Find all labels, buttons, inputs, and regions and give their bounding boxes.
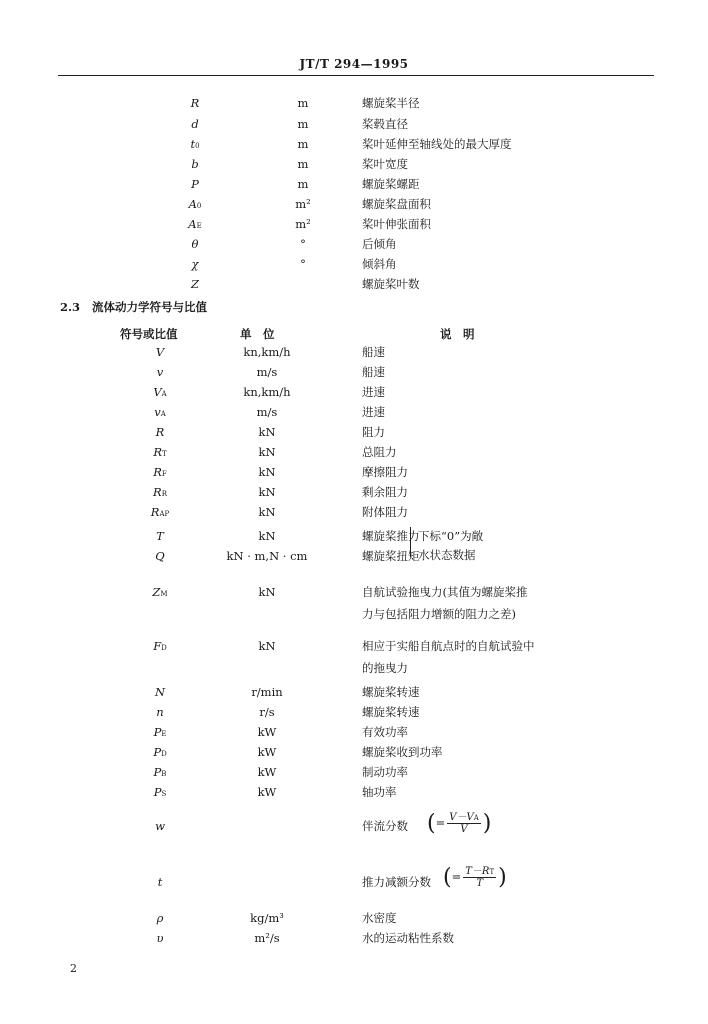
symbol-subscript: E bbox=[196, 222, 202, 230]
row-description-cont: 力与包括阻力增额的阻力之差) bbox=[362, 607, 516, 621]
row-unit: kN bbox=[258, 585, 276, 599]
row-unit: ° bbox=[300, 257, 306, 271]
numerator: V－V bbox=[449, 812, 474, 823]
formula-thrust-deduction bbox=[443, 866, 507, 889]
header-rule bbox=[58, 75, 654, 76]
row-symbol bbox=[125, 486, 195, 499]
row-symbol bbox=[125, 640, 195, 653]
row-description: 相应于实船自航点时的自航试验中 bbox=[362, 639, 535, 653]
symbol-base: P bbox=[153, 725, 162, 739]
row-unit: kW bbox=[257, 745, 277, 759]
page-number: 2 bbox=[70, 962, 77, 975]
symbol-subscript: D bbox=[161, 644, 167, 652]
symbol-base: R bbox=[190, 96, 200, 110]
row-symbol bbox=[160, 258, 230, 271]
left-paren: ( bbox=[443, 864, 452, 890]
brace-note-line2: 水状态数据 bbox=[418, 548, 476, 562]
row-unit: m²/s bbox=[254, 931, 280, 945]
symbol-subscript: A bbox=[161, 390, 167, 398]
row-symbol bbox=[125, 506, 195, 519]
row-symbol bbox=[160, 178, 230, 191]
row-symbol bbox=[125, 586, 195, 599]
symbol-base: θ bbox=[191, 237, 199, 251]
symbol-base: w bbox=[155, 819, 165, 833]
right-paren: ) bbox=[498, 864, 507, 890]
row-unit: r/min bbox=[251, 685, 283, 699]
row-unit: m bbox=[297, 177, 309, 191]
row-unit: kW bbox=[257, 725, 277, 739]
symbol-base: P bbox=[153, 745, 162, 759]
row-unit: kN · m,N · cm bbox=[226, 549, 308, 563]
row-description: 后倾角 bbox=[362, 237, 397, 251]
symbol-base: V bbox=[155, 345, 165, 359]
symbol-subscript: E bbox=[161, 730, 167, 738]
symbol-base: Q bbox=[155, 549, 165, 563]
section-number: 2.3 bbox=[60, 300, 81, 314]
row-symbol bbox=[125, 746, 195, 759]
left-paren: ( bbox=[427, 810, 436, 836]
row-description: 桨叶宽度 bbox=[362, 157, 408, 171]
row-unit: kn,km/h bbox=[243, 345, 291, 359]
row-unit: kN bbox=[258, 445, 276, 459]
row-symbol bbox=[125, 912, 195, 925]
row-symbol bbox=[160, 138, 230, 151]
symbol-base: R bbox=[150, 505, 160, 519]
row-symbol bbox=[125, 386, 195, 399]
numerator-sub: A bbox=[473, 814, 479, 822]
symbol-base: P bbox=[153, 765, 162, 779]
row-symbol bbox=[125, 406, 195, 419]
row-symbol bbox=[125, 766, 195, 779]
row-unit: ° bbox=[300, 237, 306, 251]
symbol-subscript: R bbox=[161, 490, 167, 498]
symbol-base: b bbox=[191, 157, 199, 171]
row-description: 螺旋桨盘面积 bbox=[362, 197, 431, 211]
row-description: 阻力 bbox=[362, 425, 385, 439]
row-description: 螺旋桨转速 bbox=[362, 685, 420, 699]
row-symbol bbox=[125, 820, 195, 833]
symbol-base: N bbox=[154, 685, 166, 699]
row-unit: m² bbox=[295, 217, 311, 231]
page-header: JT/T 294—1995 bbox=[299, 57, 409, 71]
row-description: 附体阻力 bbox=[362, 505, 408, 519]
column-header-description: 说 明 bbox=[440, 327, 475, 341]
fraction bbox=[463, 866, 496, 889]
row-unit: kg/m³ bbox=[250, 911, 284, 925]
formula-eq: = bbox=[451, 869, 462, 884]
row-description: 自航试验拖曳力(其值为螺旋桨推 bbox=[362, 585, 528, 599]
symbol-base: R bbox=[153, 445, 162, 459]
numerator-sub: T bbox=[489, 868, 495, 876]
brace-note-line1: 下标“0”为敞 bbox=[418, 529, 484, 543]
denominator: V bbox=[460, 824, 468, 835]
formula-eq: = bbox=[435, 815, 446, 830]
symbol-subscript: S bbox=[161, 790, 167, 798]
row-description: 螺旋桨转速 bbox=[362, 705, 420, 719]
row-unit: kN bbox=[258, 485, 276, 499]
symbol-base: F bbox=[153, 639, 162, 653]
symbol-subscript: M bbox=[160, 590, 168, 598]
symbol-base: χ bbox=[191, 257, 199, 271]
row-description: 伴流分数 bbox=[362, 819, 408, 833]
row-symbol bbox=[160, 158, 230, 171]
symbol-subscript: D bbox=[161, 750, 167, 758]
symbol-base: R bbox=[153, 465, 162, 479]
row-description: 摩擦阻力 bbox=[362, 465, 408, 479]
row-symbol bbox=[160, 238, 230, 251]
row-symbol bbox=[125, 366, 195, 379]
row-description: 螺旋桨叶数 bbox=[362, 277, 420, 291]
numerator: T－R bbox=[465, 866, 490, 877]
row-description: 水密度 bbox=[362, 911, 397, 925]
row-symbol bbox=[125, 686, 195, 699]
row-description: 水的运动粘性系数 bbox=[362, 931, 454, 945]
row-unit: kN bbox=[258, 465, 276, 479]
symbol-subscript: F bbox=[161, 470, 167, 478]
row-unit: r/s bbox=[259, 705, 275, 719]
symbol-subscript: B bbox=[161, 770, 167, 778]
row-symbol bbox=[125, 466, 195, 479]
row-unit: kN bbox=[258, 425, 276, 439]
symbol-subscript: T bbox=[162, 450, 167, 458]
row-description: 螺旋桨半径 bbox=[362, 96, 420, 110]
row-description: 船速 bbox=[362, 345, 385, 359]
row-unit: m bbox=[297, 157, 309, 171]
symbol-subscript: 0 bbox=[195, 142, 200, 150]
symbol-base: P bbox=[191, 177, 199, 191]
row-description: 船速 bbox=[362, 365, 385, 379]
symbol-subscript: 0 bbox=[196, 202, 202, 210]
symbol-base: v bbox=[156, 365, 164, 379]
row-symbol bbox=[125, 426, 195, 439]
row-description: 桨叶伸张面积 bbox=[362, 217, 431, 231]
row-symbol bbox=[160, 278, 230, 291]
symbol-base: R bbox=[153, 485, 162, 499]
row-unit: m/s bbox=[256, 365, 278, 379]
column-header-unit: 单 位 bbox=[240, 327, 275, 341]
column-header-symbol: 符号或比值 bbox=[120, 327, 178, 341]
symbol-base: P bbox=[153, 785, 162, 799]
symbol-base: v bbox=[154, 405, 161, 419]
symbol-subscript: AP bbox=[159, 510, 170, 518]
section-heading bbox=[60, 299, 207, 315]
row-description: 倾斜角 bbox=[362, 257, 397, 271]
symbol-base: n bbox=[156, 705, 164, 719]
row-description: 螺旋桨收到功率 bbox=[362, 745, 443, 759]
row-description-cont: 的拖曳力 bbox=[362, 661, 408, 675]
row-symbol bbox=[160, 218, 230, 231]
symbol-base: A bbox=[188, 197, 197, 211]
row-unit: kN bbox=[258, 639, 276, 653]
row-unit: m bbox=[297, 137, 309, 151]
row-unit: m² bbox=[295, 197, 311, 211]
row-description: 轴功率 bbox=[362, 785, 397, 799]
symbol-base: t bbox=[190, 137, 196, 151]
row-description: 总阻力 bbox=[362, 445, 397, 459]
row-symbol bbox=[125, 706, 195, 719]
section-title: 流体动力学符号与比值 bbox=[92, 300, 208, 314]
row-symbol bbox=[160, 118, 230, 131]
symbol-base: R bbox=[155, 425, 165, 439]
denominator: T bbox=[476, 878, 483, 889]
row-description: 螺旋桨推力 bbox=[362, 529, 420, 543]
symbol-base: T bbox=[156, 529, 164, 543]
row-symbol bbox=[125, 786, 195, 799]
row-unit: kW bbox=[257, 785, 277, 799]
row-description: 螺旋桨螺距 bbox=[362, 177, 420, 191]
row-symbol bbox=[125, 530, 195, 543]
symbol-base: ρ bbox=[156, 911, 164, 925]
formula-wake-fraction bbox=[427, 812, 491, 835]
symbol-base: V bbox=[153, 385, 162, 399]
symbol-base: υ bbox=[156, 931, 164, 945]
symbol-base: Z bbox=[191, 277, 199, 291]
row-symbol bbox=[125, 932, 195, 945]
right-paren: ) bbox=[482, 810, 492, 836]
row-symbol bbox=[125, 550, 195, 563]
symbol-base: t bbox=[157, 875, 163, 889]
row-symbol bbox=[125, 726, 195, 739]
row-description: 桨叶延伸至轴线处的最大厚度 bbox=[362, 137, 512, 151]
symbol-base: A bbox=[188, 217, 197, 231]
row-unit: kW bbox=[257, 765, 277, 779]
row-description: 制动功率 bbox=[362, 765, 408, 779]
row-description: 推力减额分数 bbox=[362, 875, 431, 889]
row-symbol bbox=[125, 346, 195, 359]
row-description: 桨毂直径 bbox=[362, 117, 408, 131]
row-unit: kn,km/h bbox=[243, 385, 291, 399]
row-description: 有效功率 bbox=[362, 725, 408, 739]
row-symbol bbox=[160, 97, 230, 110]
row-symbol bbox=[125, 876, 195, 889]
symbol-base: Z bbox=[152, 585, 161, 599]
symbol-subscript: A bbox=[160, 410, 166, 418]
row-unit: m bbox=[297, 117, 309, 131]
row-description: 进速 bbox=[362, 385, 385, 399]
row-unit: kN bbox=[258, 529, 276, 543]
row-unit: m/s bbox=[256, 405, 278, 419]
row-unit: m bbox=[297, 96, 309, 110]
row-description: 螺旋桨扭矩 bbox=[362, 549, 420, 563]
brace-bracket bbox=[410, 527, 417, 557]
row-description: 进速 bbox=[362, 405, 385, 419]
symbol-base: d bbox=[191, 117, 199, 131]
row-unit: kN bbox=[258, 505, 276, 519]
row-description: 剩余阻力 bbox=[362, 485, 408, 499]
row-symbol bbox=[125, 446, 195, 459]
row-symbol bbox=[160, 198, 230, 211]
fraction bbox=[447, 812, 481, 835]
